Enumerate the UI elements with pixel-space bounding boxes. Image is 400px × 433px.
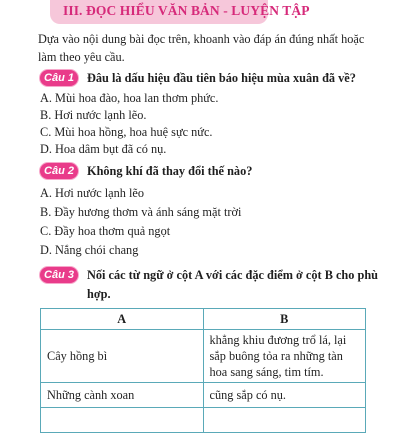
question-badge: Câu 3	[40, 267, 78, 283]
answer-option[interactable]: D. Hoa dâm bụt đã có nụ.	[40, 142, 167, 156]
table-cell-a[interactable]: Những cành xoan	[41, 383, 204, 408]
answer-option[interactable]: B. Hơi nước lạnh lẽo.	[40, 108, 147, 122]
table-cell-a[interactable]: Cây hồng bì	[41, 330, 204, 383]
question-text: Đâu là dấu hiệu đầu tiên báo hiệu mùa xuân đã về?	[87, 70, 356, 85]
answer-option[interactable]: B. Đầy hương thơm và ánh sáng mặt trời	[40, 205, 242, 219]
question-2	[40, 163, 252, 179]
column-b-header: B	[203, 309, 366, 330]
answer-option[interactable]: C. Mùi hoa hồng, hoa huệ sực nức.	[40, 125, 213, 139]
question-badge: Câu 1	[40, 70, 78, 86]
instructions: Dựa vào nội dung bài đọc trên, khoanh vào đáp án đúng nhất hoặc làm theo yêu cầu.	[38, 32, 365, 64]
answer-option[interactable]: A. Hơi nước lạnh lẽo	[40, 186, 145, 200]
column-a-header: A	[41, 309, 204, 330]
answer-option[interactable]: C. Đầy hoa thơm quả ngọt	[40, 224, 171, 238]
question-badge: Câu 2	[40, 163, 78, 179]
section-title: III. ĐỌC HIỂU VĂN BẢN - LUYỆN TẬP	[63, 3, 310, 18]
matching-table	[40, 308, 366, 433]
answer-option[interactable]: D. Nắng chói chang	[40, 243, 139, 257]
table-cell-b[interactable]: cũng sắp có nụ.	[203, 383, 366, 408]
question-text: Nối các từ ngữ ở cột A với các đặc điểm ở cột B cho phù hợp.	[87, 268, 379, 301]
section-header	[50, 0, 310, 24]
question-1	[40, 70, 356, 86]
question-3	[40, 266, 387, 304]
answer-option[interactable]: A. Mùi hoa đào, hoa lan thơm phức.	[40, 91, 219, 105]
question-text: Không khí đã thay đổi thế nào?	[87, 163, 253, 178]
table-cell-b[interactable]	[203, 408, 366, 433]
table-cell-b[interactable]: khẳng khiu đương trổ lá, lại sắp buông tỏa ra những tàn hoa sang sáng, tim tím.	[203, 330, 366, 383]
table-cell-a[interactable]	[41, 408, 204, 433]
